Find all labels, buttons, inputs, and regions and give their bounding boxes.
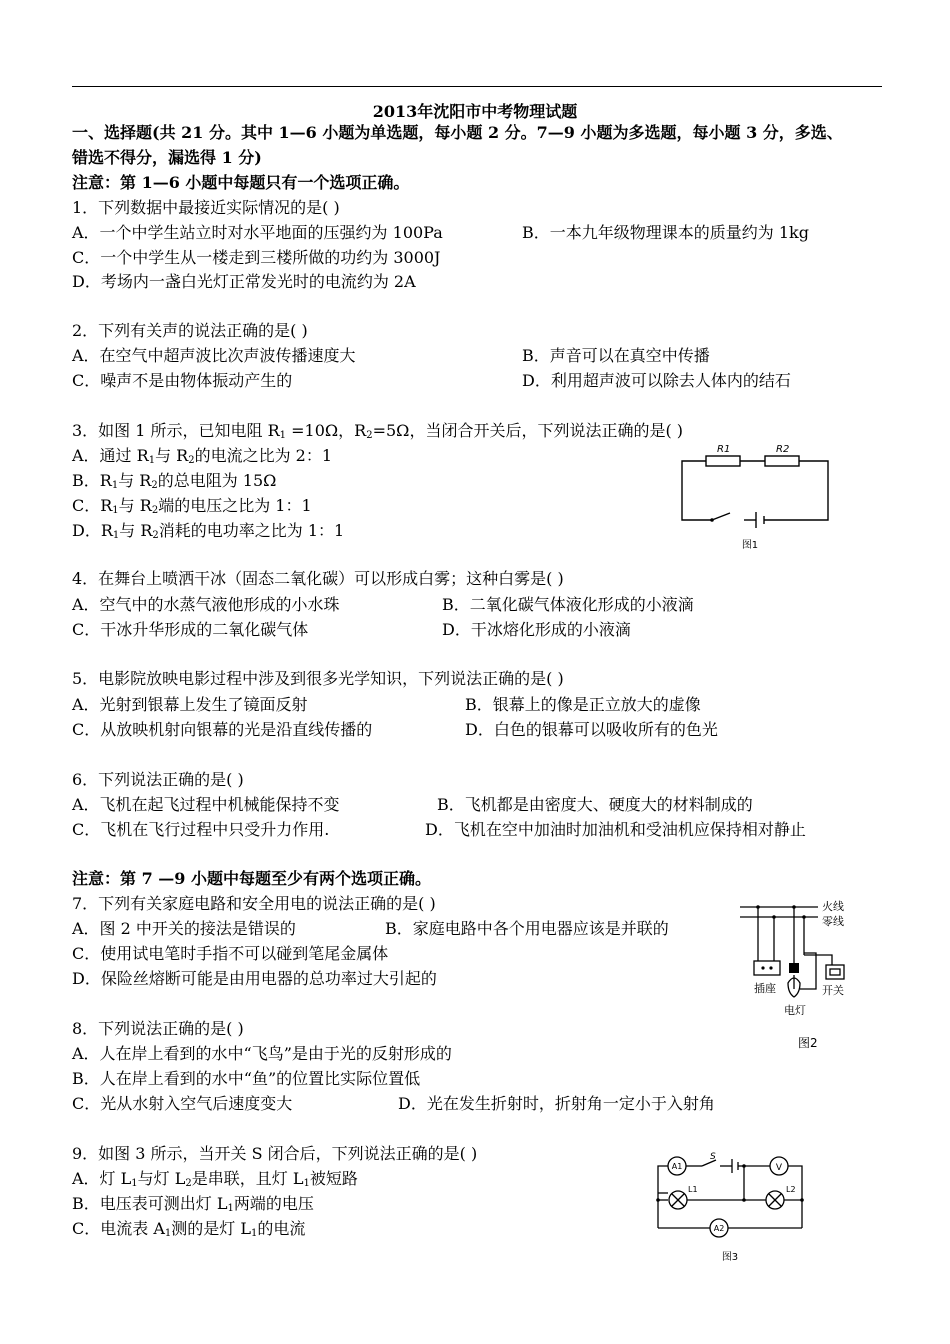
q9-stem: 9．如图 3 所示，当开关 S 闭合后，下列说法正确的是( ): [72, 1144, 478, 1163]
a1-label: A1: [671, 1162, 683, 1171]
q4-option-a: A．空气中的水蒸气液他形成的小水珠: [72, 595, 340, 614]
q8-option-a: A．人在岸上看到的水中“飞鸟”是由于光的反射形成的: [72, 1044, 452, 1063]
l1-label: L1: [688, 1185, 698, 1194]
q2-option-c: C．噪声不是由物体振动产生的: [72, 371, 293, 390]
figure-1-caption: 图1: [741, 540, 759, 551]
top-rule: [72, 86, 882, 87]
switch-label: 开关: [822, 984, 844, 997]
q1-option-d: D．考场内一盏白光灯正常发光时的电流约为 2A: [72, 272, 416, 291]
q1-option-c: C．一个中学生从一楼走到三楼所做的功约为 3000J: [72, 248, 441, 267]
q5-option-d: D．白色的银幕可以吸收所有的色光: [465, 720, 718, 739]
lamp-label: 电灯: [784, 1004, 806, 1017]
q4-option-b: B．二氧化碳气体液化形成的小液滴: [442, 595, 694, 614]
figure-3-caption: 图3: [721, 1252, 739, 1263]
q5-option-c: C．从放映机射向银幕的光是沿直线传播的: [72, 720, 373, 739]
live-label: 火线: [822, 900, 844, 913]
q3-stem: 3．如图 1 所示，已知电阻 $R_1 =10\Omega$，$R_2=5\Omega$，当闭合开关后，下列说法正确的是( ): [72, 421, 684, 441]
q5-stem: 5．电影院放映电影过程中涉及到很多光学知识，下列说法正确的是( ): [72, 669, 564, 688]
q4-option-d: D．干冰熔化形成的小液滴: [442, 620, 631, 639]
q9-option-b: B．电压表可测出灯 $L_1$两端的电压: [72, 1194, 314, 1214]
q2-option-b: B．声音可以在真空中传播: [522, 346, 710, 365]
q5-option-a: A．光射到银幕上发生了镜面反射: [72, 695, 308, 714]
q1-stem: 1．下列数据中最接近实际情况的是( ): [72, 198, 340, 217]
q7-option-b: B．家庭电路中各个用电器应该是并联的: [385, 919, 669, 938]
q3-option-c: C．$R_1$与 $R_2$端的电压之比为 1：1: [72, 496, 312, 516]
q1-option-a: A．一个中学生站立时对水平地面的压强约为 100Pa: [72, 223, 443, 242]
q8-option-b: B．人在岸上看到的水中“鱼”的位置比实际位置低: [72, 1069, 421, 1088]
switch-lever: [712, 513, 730, 520]
q9-option-c: C．电流表 $A_1$测的是灯 $L_1$的电流: [72, 1219, 306, 1239]
q5-option-b: B．银幕上的像是正立放大的虚像: [465, 695, 701, 714]
q6-option-d: D．飞机在空中加油时加油机和受油机应保持相对静止: [425, 820, 806, 839]
q2-stem: 2．下列有关声的说法正确的是( ): [72, 321, 308, 340]
q9-option-a: A．灯 $L_1$与灯 $L_2$是串联，且灯 $L_1$被短路: [72, 1169, 358, 1189]
q3-option-a: A．通过 $R_1$与 $R_2$的电流之比为 2：1: [72, 446, 333, 466]
q2-option-a: A．在空气中超声波比次声波传播速度大: [72, 346, 356, 365]
q7-stem: 7．下列有关家庭电路和安全用电的说法正确的是( ): [72, 894, 436, 913]
v-label: V: [775, 1163, 783, 1173]
resistor-r1: [706, 456, 740, 466]
q6-option-b: B．飞机都是由密度大、硬度大的材料制成的: [437, 795, 753, 814]
section1-header-line2: 错选不得分，漏选得 1 分): [72, 148, 262, 167]
q4-stem: 4．在舞台上喷洒干冰（固态二氧化碳）可以形成白雾；这种白雾是( ): [72, 569, 564, 588]
q8-option-d: D．光在发生折射时，折射角一定小于入射角: [398, 1094, 715, 1113]
q4-option-c: C．干冰升华形成的二氧化碳气体: [72, 620, 309, 639]
q3-option-d: D．$R_1$与 $R_2$消耗的电功率之比为 1：1: [72, 521, 345, 541]
neutral-label: 零线: [822, 915, 844, 928]
r2-label: R2: [776, 444, 790, 455]
q3-option-b: B．$R_1$与 $R_2$的总电阻为 15Ω: [72, 471, 277, 491]
s-label: S: [710, 1152, 716, 1162]
resistor-r2: [765, 456, 799, 466]
figure-3-circuit: [648, 1148, 816, 1268]
q8-stem: 8．下列说法正确的是( ): [72, 1019, 244, 1038]
section1-header-line1: 一、选择题(共 21 分。其中 1—6 小题为单选题，每小题 2 分。7—9 小题为多选题，每小题 3 分，多选、: [72, 123, 843, 142]
a2-label: A2: [713, 1224, 725, 1233]
l2-label: L2: [786, 1185, 796, 1194]
q7-option-c: C．使用试电笔时手指不可以碰到笔尾金属体: [72, 944, 389, 963]
socket-label: 插座: [754, 982, 776, 995]
figure-2-caption: 图2: [798, 1036, 818, 1050]
page-title: 2013年沈阳市中考物理试题: [372, 102, 578, 121]
q2-option-d: D．利用超声波可以除去人体内的结石: [522, 371, 791, 390]
q7-option-d: D．保险丝熔断可能是由用电器的总功率过大引起的: [72, 969, 437, 988]
section2-note: 注意：第 7 —9 小题中每题至少有两个选项正确。: [72, 869, 431, 888]
q8-option-c: C．光从水射入空气后速度变大: [72, 1094, 293, 1113]
section1-note: 注意：第 1—6 小题中每题只有一个选项正确。: [72, 173, 410, 192]
figure-1-circuit: [672, 440, 842, 554]
lamp-holder: [789, 963, 799, 973]
q6-option-a: A．飞机在起飞过程中机械能保持不变: [72, 795, 340, 814]
r1-label: R1: [717, 444, 731, 455]
q6-stem: 6．下列说法正确的是( ): [72, 770, 244, 789]
socket-symbol: [754, 961, 780, 975]
q6-option-c: C．飞机在飞行过程中只受升力作用.: [72, 820, 330, 839]
q7-option-a: A．图 2 中开关的接法是错误的: [72, 919, 296, 938]
q1-option-b: B．一本九年级物理课本的质量约为 1kg: [522, 223, 809, 242]
figure-2-home-circuit: [736, 893, 872, 1055]
switch-symbol: [826, 965, 844, 979]
